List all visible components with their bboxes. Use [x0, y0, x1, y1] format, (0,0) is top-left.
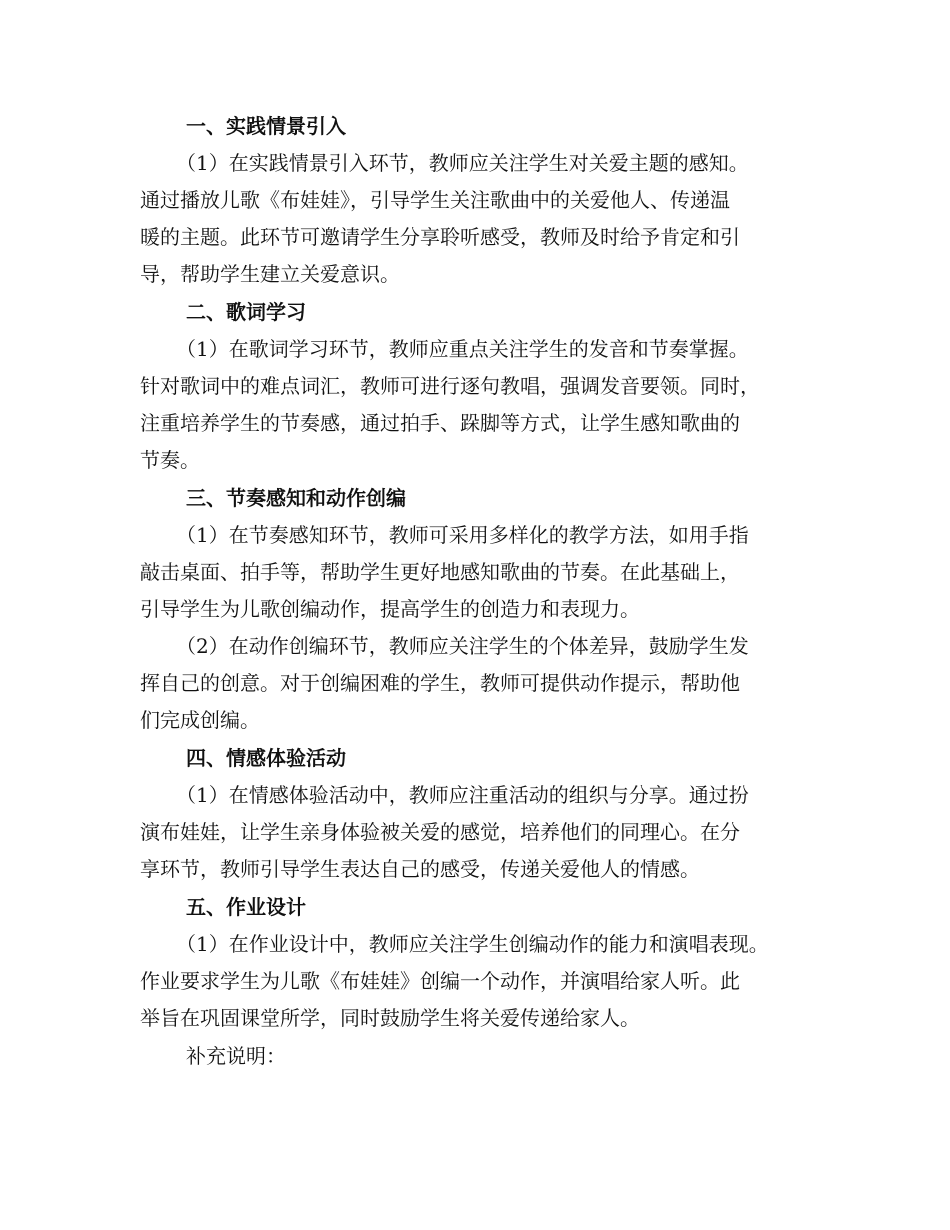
paragraph-line: 针对歌词中的难点词汇，教师可进行逐句教唱，强调发音要领。同时， [140, 374, 760, 398]
paragraph-line: 演布娃娃，让学生亲身体验被关爱的感觉，培养他们的同理心。在分 [140, 820, 740, 844]
paragraph-line: 享环节，教师引导学生表达自己的感受，传递关爱他人的情感。 [140, 857, 700, 881]
paragraph-line: （1）在作业设计中，教师应关注学生创编动作的能力和演唱表现。 [176, 932, 769, 956]
paragraph-line: （2）在动作创编环节，教师应关注学生的个体差异，鼓励学生发 [176, 634, 749, 658]
paragraph-line: 节奏。 [140, 448, 200, 472]
paragraph-line: 敲击桌面、拍手等，帮助学生更好地感知歌曲的节奏。在此基础上， [140, 560, 740, 584]
paragraph-line: 引导学生为儿歌创编动作，提高学生的创造力和表现力。 [140, 597, 640, 621]
paragraph-line: 挥自己的创意。对于创编困难的学生，教师可提供动作提示，帮助他 [140, 671, 740, 695]
paragraph-line: 注重培养学生的节奏感，通过拍手、跺脚等方式，让学生感知歌曲的 [140, 411, 740, 435]
paragraph-line: （1）在歌词学习环节，教师应重点关注学生的发音和节奏掌握。 [176, 337, 749, 361]
paragraph-line: （1）在节奏感知环节，教师可采用多样化的教学方法，如用手指 [176, 523, 749, 547]
section-heading: 五、作业设计 [186, 895, 306, 919]
paragraph-line: 通过播放儿歌《布娃娃》，引导学生关注歌曲中的关爱他人、传递温 [140, 188, 730, 212]
paragraph-line: 作业要求学生为儿歌《布娃娃》创编一个动作，并演唱给家人听。此 [140, 969, 740, 993]
paragraph-line: （1）在情感体验活动中，教师应注重活动的组织与分享。通过扮 [176, 783, 749, 807]
section-heading: 一、实践情景引入 [186, 114, 346, 138]
paragraph-line: （1）在实践情景引入环节，教师应关注学生对关爱主题的感知。 [176, 151, 749, 175]
section-heading: 二、歌词学习 [186, 300, 306, 324]
paragraph-line: 导，帮助学生建立关爱意识。 [140, 262, 400, 286]
paragraph-line: 们完成创编。 [140, 708, 260, 732]
paragraph-line: 暖的主题。此环节可邀请学生分享聆听感受，教师及时给予肯定和引 [140, 225, 740, 249]
paragraph-line: 举旨在巩固课堂所学，同时鼓励学生将关爱传递给家人。 [140, 1006, 640, 1030]
supplement-label: 补充说明： [186, 1044, 286, 1068]
section-heading: 三、节奏感知和动作创编 [186, 486, 406, 510]
section-heading: 四、情感体验活动 [186, 746, 346, 770]
